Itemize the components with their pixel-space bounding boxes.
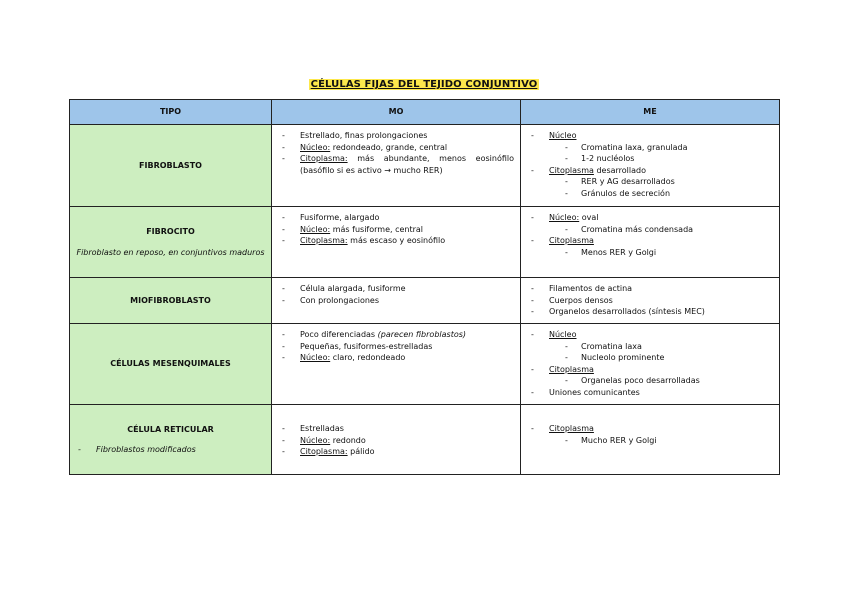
- list-item: [278, 352, 514, 364]
- sub-list-item: - Gránulos de secreción: [527, 188, 773, 200]
- item-label: Citoplasma: [549, 236, 594, 245]
- item-label: Citoplasma: [549, 424, 594, 433]
- mo-list: [278, 329, 514, 364]
- sub-list-item: - 1-2 nucléolos: [527, 153, 773, 165]
- sub-list-item: - Nucleolo prominente: [527, 352, 773, 364]
- item-label: Núcleo:: [300, 353, 331, 362]
- header-tipo: TIPO: [70, 100, 272, 125]
- mo-cell: [272, 278, 521, 324]
- list-item: - Con prolongaciones: [278, 295, 514, 307]
- list-item: - Célula alargada, fusiforme: [278, 283, 514, 295]
- item-label: Núcleo:: [300, 435, 331, 445]
- list-item: [527, 130, 773, 142]
- tipo-name: CÉLULAS MESENQUIMALES: [110, 359, 231, 369]
- item-text: oval: [579, 213, 599, 222]
- list-item: [527, 165, 773, 177]
- table-row-reticular: [70, 405, 780, 475]
- sub-list-item: - Cromatina laxa: [527, 341, 773, 353]
- tipo-name: FIBROBLASTO: [139, 160, 202, 170]
- list-item: - Estrellado, finas prolongaciones: [278, 130, 514, 142]
- list-item: - Cuerpos densos: [527, 295, 773, 307]
- sub-list-item: - Organelas poco desarrolladas: [527, 375, 773, 387]
- tipo-subtitle: Fibroblasto en reposo, en conjuntivos maduros: [76, 248, 265, 257]
- sub-list-item: - Mucho RER y Golgi: [527, 435, 773, 447]
- me-cell: [521, 278, 780, 324]
- item-text: más escaso y eosinófilo: [347, 236, 446, 245]
- list-item: - Uniones comunicantes: [527, 387, 773, 399]
- mo-list: [278, 212, 514, 247]
- mo-list: [278, 423, 514, 458]
- list-item: - Fusiforme, alargado: [278, 212, 514, 224]
- item-text: redondo: [330, 435, 366, 445]
- tipo-cell: [70, 125, 272, 207]
- item-label: Citoplasma:: [300, 447, 348, 456]
- list-item: [278, 435, 514, 447]
- list-item: [527, 364, 773, 376]
- tipo-cell: [70, 405, 272, 475]
- table-row-fibrocito: [70, 207, 780, 278]
- list-item: [278, 446, 514, 458]
- mo-cell: [272, 207, 521, 278]
- me-cell: [521, 405, 780, 475]
- item-label: Núcleo: [549, 131, 577, 140]
- list-item: [278, 235, 514, 247]
- list-item: [527, 212, 773, 224]
- header-me: ME: [521, 100, 780, 125]
- item-label: Núcleo:: [549, 213, 580, 222]
- tipo-cell: [70, 207, 272, 278]
- item-label: Citoplasma: [549, 364, 594, 374]
- me-list: [527, 423, 773, 446]
- item-text: pálido: [347, 447, 375, 456]
- sub-list-item: - Menos RER y Golgi: [527, 247, 773, 259]
- list-item: [278, 153, 514, 176]
- me-list: [527, 212, 773, 258]
- me-cell: [521, 324, 780, 405]
- mo-cell: [272, 405, 521, 475]
- item-label: Núcleo:: [300, 142, 331, 152]
- list-item: [527, 423, 773, 435]
- item-label: Citoplasma:: [300, 236, 348, 245]
- tipo-sub-list: [74, 444, 267, 456]
- mo-cell: [272, 125, 521, 207]
- item-text: Poco diferenciadas: [300, 330, 378, 339]
- me-cell: [521, 207, 780, 278]
- list-item: - Pequeñas, fusiformes-estrelladas: [278, 341, 514, 353]
- item-label: Núcleo: [549, 330, 577, 339]
- item-text: claro, redondeado: [330, 353, 406, 362]
- tipo-cell: [70, 324, 272, 405]
- item-label: Núcleo:: [300, 224, 331, 234]
- tipo-cell: [70, 278, 272, 324]
- list-item: [527, 235, 773, 247]
- item-label: Citoplasma: [549, 165, 594, 175]
- header-mo: MO: [272, 100, 521, 125]
- me-list: [527, 329, 773, 398]
- list-item: [278, 329, 514, 341]
- list-item: - Filamentos de actina: [527, 283, 773, 295]
- document-title: CÉLULAS FIJAS DEL TEJIDO CONJUNTIVO: [310, 79, 538, 90]
- sub-list-item: - Cromatina laxa, granulada: [527, 142, 773, 154]
- tipo-name: MIOFIBROBLASTO: [130, 295, 211, 305]
- list-item: [278, 224, 514, 236]
- list-item: - Organelos desarrollados (síntesis MEC): [527, 306, 773, 318]
- sub-list-item: - RER y AG desarrollados: [527, 176, 773, 188]
- item-text: desarrollado: [593, 165, 646, 175]
- tipo-name: CÉLULA RETICULAR: [127, 425, 214, 434]
- tipo-subtitle: - Fibroblastos modificados: [74, 444, 267, 456]
- me-list: [527, 130, 773, 199]
- item-text: más abundante, menos eosinófilo (basófilo si es activo → mucho RER): [300, 154, 514, 175]
- me-list: [527, 283, 773, 318]
- table-row-fibroblasto: [70, 125, 780, 207]
- sub-list-item: - Cromatina más condensada: [527, 224, 773, 236]
- item-label: Citoplasma:: [300, 154, 348, 163]
- mo-list: [278, 283, 514, 306]
- tipo-name: FIBROCITO: [146, 226, 195, 236]
- item-text: más fusiforme, central: [330, 224, 424, 234]
- mo-list: [278, 130, 514, 176]
- document-title-wrap: [0, 72, 848, 91]
- item-italic-text: (parecen fibroblastos): [377, 330, 467, 339]
- table-row-mesenquimales: [70, 324, 780, 405]
- me-cell: [521, 125, 780, 207]
- list-item: - Estrelladas: [278, 423, 514, 435]
- table-row-miofibroblasto: [70, 278, 780, 324]
- item-text: redondeado, grande, central: [330, 142, 448, 152]
- mo-cell: [272, 324, 521, 405]
- list-item: [278, 142, 514, 154]
- cells-table: [69, 99, 780, 475]
- list-item: [527, 329, 773, 341]
- header-row: [70, 100, 780, 125]
